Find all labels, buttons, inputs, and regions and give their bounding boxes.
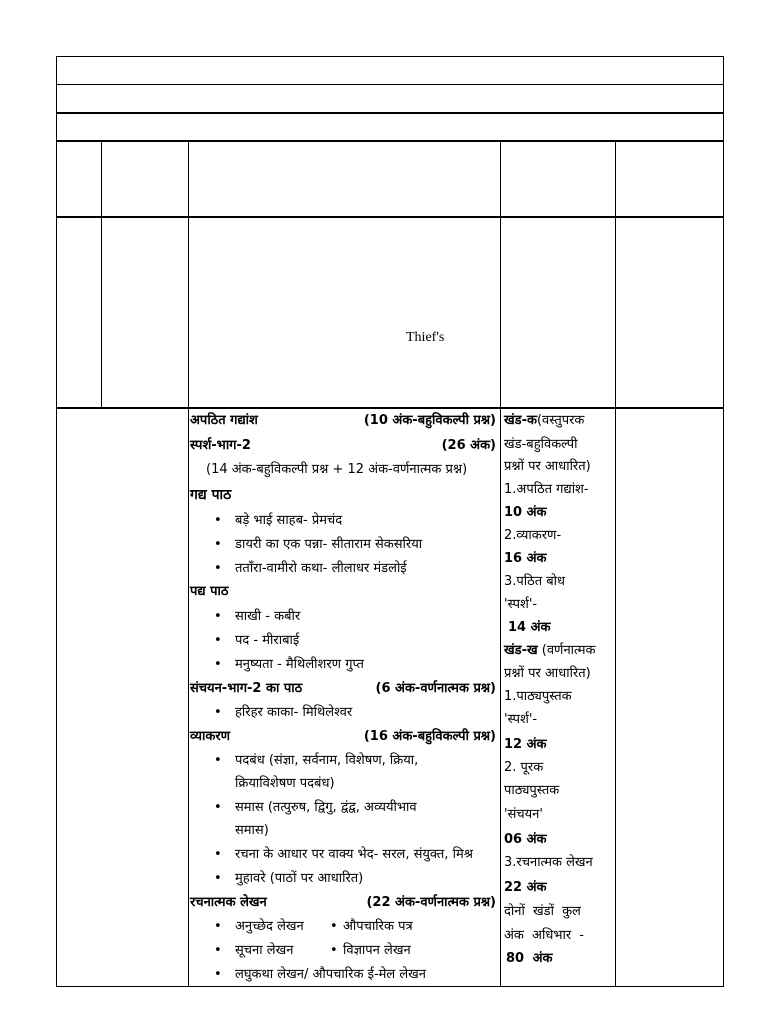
list-item: डायरी का एक पन्ना- सीताराम सेकसरिया bbox=[235, 537, 423, 552]
col-divider-2 bbox=[188, 140, 189, 987]
bullet-icon: • bbox=[214, 561, 222, 576]
bullet-icon: • bbox=[214, 753, 222, 768]
section-b-heading bbox=[504, 643, 595, 659]
list-item: हरिहर काका- मिथिलेश्वर bbox=[235, 705, 353, 720]
writing-label: रचनात्मक लेखन bbox=[190, 895, 267, 910]
a2-marks: 16 अंक bbox=[504, 551, 547, 566]
bullet-icon: • bbox=[214, 513, 222, 528]
b1-sub: 'स्पर्श'- bbox=[504, 712, 538, 727]
list-item: रचना के आधार पर वाक्य भेद- सरल, संयुक्त, मिश्र bbox=[235, 847, 473, 862]
bullet-icon: • bbox=[214, 967, 222, 982]
bullet-icon: • bbox=[214, 537, 222, 552]
list-item: मनुष्यता - मैथिलीशरण गुप्त bbox=[235, 657, 364, 672]
a3-sub: 'स्पर्श'- bbox=[504, 597, 538, 612]
section-b-desc: (वर्णनात्मक bbox=[537, 643, 596, 658]
section-a-desc-3: प्रश्नों पर आधारित) bbox=[504, 459, 591, 474]
bullet-icon: • bbox=[330, 919, 338, 934]
unseen-passage-marks: (10 अंक-बहुविकल्पी प्रश्न) bbox=[363, 413, 496, 428]
grammar-marks: (16 अंक-बहुविकल्पी प्रश्न) bbox=[363, 729, 496, 744]
b1-marks: 12 अंक bbox=[504, 737, 547, 752]
sanchayan-label: संचयन-भाग-2 का पाठ bbox=[190, 681, 303, 696]
bullet-icon: • bbox=[214, 943, 222, 958]
sparsh-label: स्पर्श-भाग-2 bbox=[190, 438, 251, 453]
bullet-icon: • bbox=[214, 871, 222, 886]
section-a-desc: (वस्तुपरक bbox=[536, 413, 585, 428]
thiefs-text: Thief's bbox=[406, 330, 445, 345]
border-top bbox=[56, 56, 724, 57]
list-item: साखी - कबीर bbox=[235, 609, 301, 624]
a3-item: 3.पठित बोध bbox=[504, 574, 566, 589]
unseen-passage-label: अपठित गद्यांश bbox=[190, 413, 258, 428]
a2-item: 2.व्याकरण- bbox=[504, 528, 562, 543]
sanchayan-marks: (6 अंक-वर्णनात्मक प्रश्न) bbox=[375, 681, 496, 696]
border-right bbox=[723, 56, 724, 987]
list-item: अनुच्छेद लेखन bbox=[235, 919, 304, 934]
border-bottom bbox=[56, 986, 724, 987]
list-item: पद - मीराबाई bbox=[235, 633, 300, 648]
col-divider-4 bbox=[615, 140, 616, 987]
total-label-2: अंक अधिभार - bbox=[504, 928, 584, 943]
border-left bbox=[56, 56, 57, 987]
writing-marks: (22 अंक-वर्णनात्मक प्रश्न) bbox=[366, 895, 496, 910]
a3-marks: 14 अंक bbox=[508, 620, 551, 635]
list-item: मुहावरे (पाठों पर आधारित) bbox=[235, 871, 364, 886]
b2-item: 2. पूरक bbox=[504, 760, 544, 775]
sparsh-marks: (26 अंक) bbox=[441, 438, 496, 453]
a1-marks: 10 अंक bbox=[504, 505, 547, 520]
list-item: बड़े भाई साहब- प्रेमचंद bbox=[235, 513, 343, 528]
list-item: औपचारिक पत्र bbox=[343, 919, 413, 934]
poetry-heading: पद्य पाठ bbox=[190, 584, 229, 599]
col-divider-1 bbox=[101, 140, 102, 408]
b3-marks: 22 अंक bbox=[504, 880, 547, 895]
bullet-icon: • bbox=[214, 800, 222, 815]
bullet-icon: • bbox=[214, 705, 222, 720]
a1-item: 1.अपठित गद्यांश- bbox=[504, 482, 589, 497]
bullet-icon: • bbox=[214, 633, 222, 648]
bullet-icon: • bbox=[214, 847, 222, 862]
list-item: विज्ञापन लेखन bbox=[343, 943, 411, 958]
section-a-label: खंड-क bbox=[504, 413, 537, 428]
b3-item: 3.रचनात्मक लेखन bbox=[504, 855, 593, 870]
row-divider-2 bbox=[56, 112, 724, 114]
b2-marks: 06 अंक bbox=[504, 832, 547, 847]
row-divider-3 bbox=[56, 140, 724, 142]
grammar-label: व्याकरण bbox=[190, 729, 231, 744]
section-a-heading bbox=[504, 413, 584, 429]
list-item: लघुकथा लेखन/ औपचारिक ई-मेल लेखन bbox=[235, 967, 427, 982]
bullet-icon: • bbox=[214, 657, 222, 672]
list-item: समास (तत्पुरुष, द्विगु, द्वंद्व, अव्ययीभाव bbox=[235, 800, 417, 815]
bullet-icon: • bbox=[214, 919, 222, 934]
row-divider-4 bbox=[56, 216, 724, 218]
list-item: पदबंध (संज्ञा, सर्वनाम, विशेषण, क्रिया, bbox=[235, 753, 419, 768]
prose-heading: गद्य पाठ bbox=[190, 487, 232, 503]
row-divider-1 bbox=[56, 84, 724, 85]
total-label: दोनों खंडों कुल bbox=[504, 904, 581, 919]
b1-item: 1.पाठ्यपुस्तक bbox=[504, 689, 572, 704]
total-marks: 80 अंक bbox=[506, 951, 553, 966]
section-b-label: खंड-ख bbox=[504, 643, 538, 658]
list-item-continued: क्रियाविशेषण पदबंध) bbox=[235, 776, 335, 791]
bullet-icon: • bbox=[214, 609, 222, 624]
b2-sub-2: 'संचयन' bbox=[504, 807, 543, 822]
section-b-desc-2: प्रश्नों पर आधारित) bbox=[504, 666, 591, 681]
bullet-icon: • bbox=[330, 943, 338, 958]
list-item: सूचना लेखन bbox=[235, 943, 294, 958]
row-divider-5 bbox=[56, 407, 724, 409]
list-item-continued: समास) bbox=[235, 823, 269, 838]
b2-sub: पाठ्यपुस्तक bbox=[504, 783, 560, 798]
list-item: तताँरा-वामीरो कथा- लीलाधर मंडलोई bbox=[235, 561, 407, 576]
col-divider-3 bbox=[500, 140, 501, 987]
section-a-desc-2: खंड-बहुविकल्पी bbox=[504, 437, 578, 452]
sparsh-breakdown: (14 अंक-बहुविकल्पी प्रश्न + 12 अंक-वर्णनात्मक प्रश्न) bbox=[206, 462, 468, 477]
